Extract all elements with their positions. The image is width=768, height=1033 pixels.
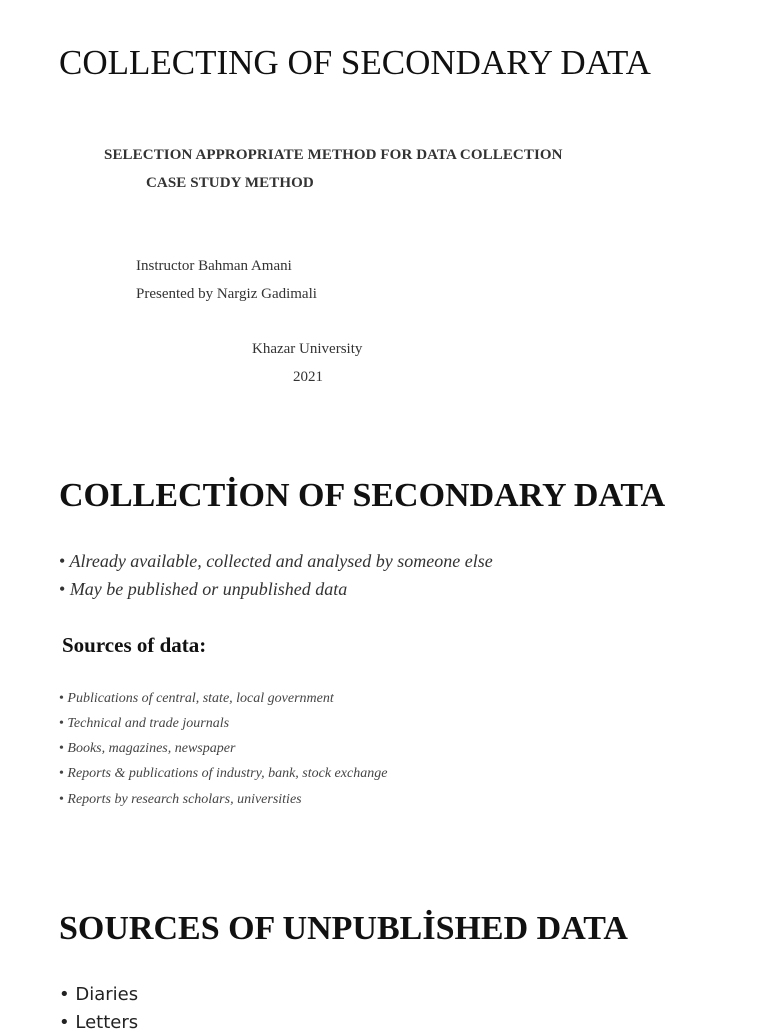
list-item-text: Reports & publications of industry, bank, stock exchange: [67, 766, 388, 781]
sources-heading: Sources of data:: [62, 633, 207, 657]
list-item: [59, 984, 138, 1005]
bullet-icon: •: [59, 766, 64, 781]
bullet-icon: •: [59, 1012, 70, 1033]
bullet-icon: •: [59, 792, 64, 807]
list-item-text: Publications of central, state, local government: [67, 691, 334, 706]
bullet-icon: •: [59, 579, 66, 599]
presenter-line: Presented by Nargiz Gadimali: [136, 286, 317, 302]
bullet-icon: •: [59, 741, 64, 756]
slide3-title: SOURCES OF UNPUBLİSHED DATA: [59, 910, 628, 947]
list-item: [59, 579, 347, 600]
list-item-text: Reports by research scholars, universities: [67, 792, 302, 807]
bullet-icon: •: [59, 551, 66, 571]
list-item: [59, 691, 334, 707]
list-item: [59, 741, 235, 757]
list-item: [59, 551, 493, 572]
list-item-text: Books, magazines, newspaper: [67, 741, 236, 756]
list-item-text: Already available, collected and analysed by someone else: [69, 551, 493, 571]
list-item-text: Technical and trade journals: [67, 716, 230, 731]
list-item-text: May be published or unpublished data: [69, 579, 348, 599]
list-item: [59, 766, 387, 782]
instructor-line: Instructor Bahman Amani: [136, 258, 292, 274]
slide1-subtitle-line1: SELECTION APPROPRIATE METHOD FOR DATA COLLECTION: [104, 147, 563, 163]
list-item-text: Letters: [75, 1012, 139, 1033]
university-name: Khazar University: [252, 341, 363, 357]
slide1-title: COLLECTING OF SECONDARY DATA: [59, 43, 651, 82]
list-item-text: Diaries: [75, 984, 139, 1005]
list-item: [59, 792, 302, 808]
list-item: [59, 1012, 138, 1033]
slide1-subtitle-line2: CASE STUDY METHOD: [146, 175, 314, 191]
year: 2021: [293, 369, 323, 385]
list-item: [59, 716, 229, 732]
bullet-icon: •: [59, 691, 64, 706]
bullet-icon: •: [59, 984, 70, 1005]
slide2-title: COLLECTİON OF SECONDARY DATA: [59, 477, 666, 514]
bullet-icon: •: [59, 716, 64, 731]
